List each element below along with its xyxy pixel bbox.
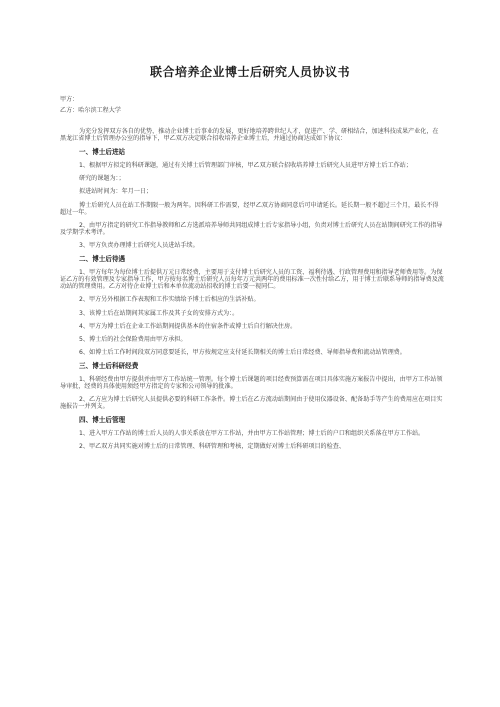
preamble: 为充分发挥双方各自的优势，推动企业博士后事业的发展，更好地培养跨世纪人才，促进产、学、研相结合，加速科技成果产业化，在黑龙江省博士后管理办公室的指导下，甲乙双方决定联合招收培养企业博士后，并通过协商达成如下协议： bbox=[60, 128, 439, 143]
document-title: 联合培养企业博士后研究人员协议书 bbox=[149, 65, 350, 79]
section-item: 1、根据甲方拟定的科研课题，通过有关博士后管理部门审核，甲乙双方联合招收培养博士后研究人员进甲方博士后工作站； bbox=[79, 161, 412, 169]
section-item: 研究的课题为：； bbox=[79, 175, 125, 183]
section-item: 1、甲方每年为每位博士后提供万元日常经费，主要用于支付博士后研究人员的工资、福利待遇、行政管理费用和指导老师费用等。为保证乙方的有效管理及专家指导工作，甲方按每名博士后研究人员每年万元共两年的费用标准一次性付给乙方，用于博士后联系导师的指导费及流动站的管理费用。乙方对待企业博士后和本单位流动站招收的博士后要一视同仁。 bbox=[60, 268, 444, 290]
section-item: 2、甲方另外根据工作表现和工作实绩给予博士后相应的生活补贴。 bbox=[79, 296, 260, 304]
section-item: 2、乙方应为博士后研究人员提供必要的科研工作条件。博士后在乙方流动站期间由于使用仪器设备、配备助手等产生的费用应在项目实施报告一并列支。 bbox=[60, 396, 443, 411]
section-heading: 二、博士后待遇 bbox=[79, 254, 126, 263]
party-b: 乙方：哈尔滨工程大学 bbox=[60, 107, 121, 115]
section-heading: 四、博士后管理 bbox=[79, 415, 126, 424]
section-item: 1、科研经费由甲方提供并由甲方工作站统一管理。每个博士后课题的项目经费预算需在项目具体实施方案报告中提出，由甲方工作站领导审批，经费的具体使用须经甲方指定的专家和公司领导的批准。 bbox=[60, 376, 443, 391]
section-item: 1、进入甲方工作站的博士后人员的人事关系放在甲方工作站，并由甲方工作站管理；博士后的户口和组织关系落在甲方工作站。 bbox=[79, 429, 425, 437]
section-heading: 三、博士后科研经费 bbox=[79, 361, 139, 370]
party-a: 甲方： bbox=[60, 96, 79, 103]
section-item: 2、由甲方指定的研究工作指导教师和乙方选派培养导师共同组成博士后专家指导小组，负责对博士后研究人员在站期间研究工作的指导及学期学术考评。 bbox=[60, 222, 443, 237]
section-item: 3、甲方负责办理博士后研究人员进站手续。 bbox=[79, 242, 199, 250]
section-item: 5、博士后的社会保险费用由甲方承担。 bbox=[79, 336, 187, 344]
section-item: 4、甲方为博士后在企业工作站期间提供基本的住宿条件或博士后自行解决住房。 bbox=[79, 322, 297, 330]
section-item: 6、如博士后工作时间段双方同意要延长，甲方按规定应支付延长期相关的博士后日常经费、导师指导费和流动站管理费。 bbox=[79, 349, 406, 357]
section-item: 拟进站时间为：年月一日； bbox=[79, 188, 153, 196]
document-body bbox=[60, 96, 444, 457]
section-item: 博士后研究人员在站工作期限一般为两年。因科研工作需要，经甲乙双方协商同意后可申请延长。延长期一般不超过三个月，最长不得超过一年。 bbox=[60, 201, 439, 216]
section-heading: 一、博士后进站 bbox=[79, 147, 126, 156]
section-item: 3、该博士后在站期间其家属工作及其子女的安排方式为：。 bbox=[79, 309, 239, 317]
section-item: 2、甲乙双方共同实施对博士后的日常管理、科研管理和考核，定期做好对博士后科研项目的检查、 bbox=[79, 443, 345, 451]
